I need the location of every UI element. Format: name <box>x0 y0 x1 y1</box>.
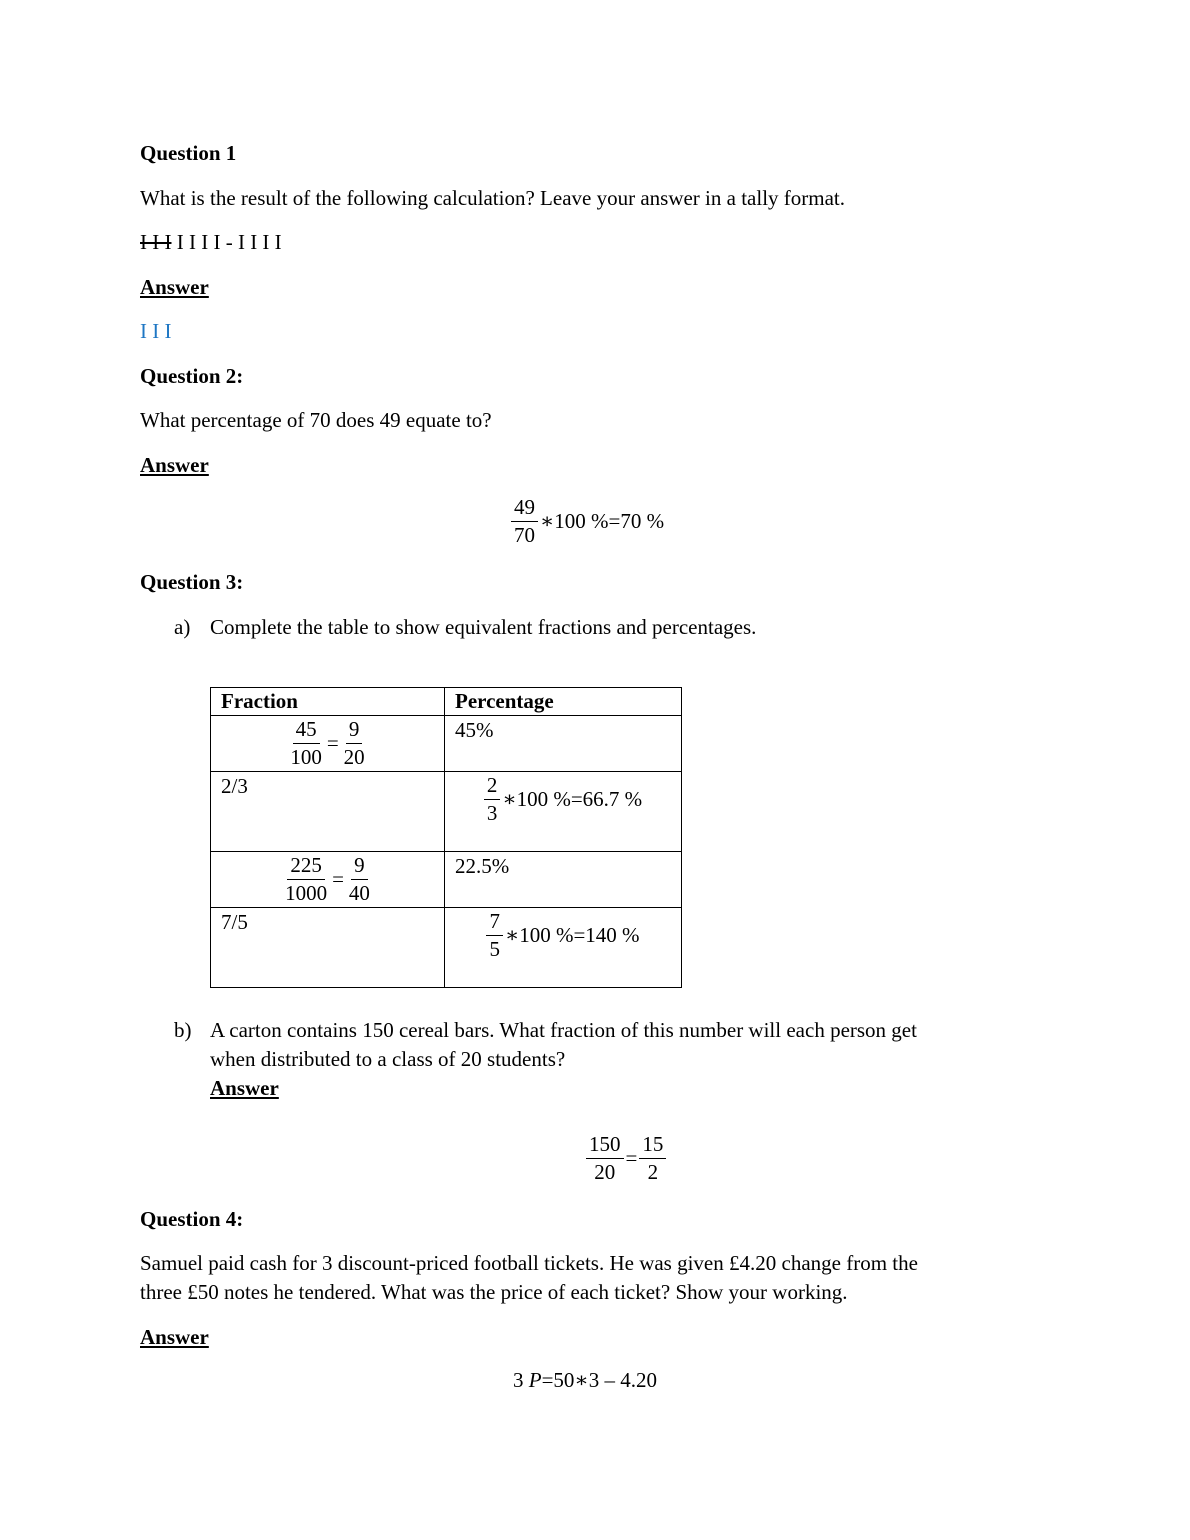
list-marker-a: a) <box>174 615 191 639</box>
fraction <box>486 908 503 963</box>
fraction <box>282 852 330 907</box>
equation-rest: ∗100 %=70 % <box>540 509 665 533</box>
numerator: 15 <box>639 1131 666 1159</box>
denominator: 40 <box>348 881 370 905</box>
equation-coefficient: 3 <box>513 1368 524 1392</box>
denominator: 70 <box>514 523 535 547</box>
denominator: 100 <box>290 745 322 769</box>
fraction-equation <box>221 852 434 907</box>
cell-percentage <box>445 772 682 852</box>
denominator: 20 <box>594 1160 616 1184</box>
fraction <box>586 1131 624 1186</box>
equation-q4 <box>513 1366 657 1395</box>
tally-struck: I I I <box>140 230 172 254</box>
numerator: 2 <box>484 772 501 800</box>
answer-label-q3b: Answer <box>210 1076 279 1100</box>
cell-percentage: 22.5% <box>445 852 682 908</box>
percentage-equation <box>455 772 671 827</box>
equation-rest: ∗100 %=140 % <box>504 923 640 947</box>
fraction <box>287 716 325 771</box>
header-fraction: Fraction <box>211 688 445 716</box>
equals-sign: = <box>326 731 339 755</box>
denominator: 3 <box>486 801 498 825</box>
equals-sign: = <box>332 867 344 891</box>
denominator: 20 <box>343 745 365 769</box>
equals-sign: = <box>625 1146 638 1170</box>
fraction <box>341 716 368 771</box>
question-4-text-line-1: Samuel paid cash for 3 discount-priced football tickets. He was given £4.20 change from the <box>140 1251 918 1275</box>
numerator: 49 <box>511 494 538 522</box>
tally-expression <box>140 228 282 257</box>
question-2-heading: Question 2: <box>140 364 244 388</box>
equation-rest: ∗100 %=66.7 % <box>502 787 643 811</box>
question-3-heading: Question 3: <box>140 570 244 594</box>
table-row <box>211 908 682 988</box>
question-1-heading: Question 1 <box>140 141 237 165</box>
fraction <box>639 1131 666 1186</box>
table-header-row <box>211 688 682 716</box>
cell-fraction: 2/3 <box>211 772 445 852</box>
question-3b-text-line-2: when distributed to a class of 20 students? <box>210 1047 566 1071</box>
denominator: 2 <box>647 1160 659 1184</box>
numerator: 7 <box>486 908 503 936</box>
fraction <box>346 852 373 907</box>
list-marker-b: b) <box>174 1018 192 1042</box>
question-4-text-line-2: three £50 notes he tendered. What was the price of each ticket? Show your working. <box>140 1280 848 1304</box>
equation-q3b <box>585 1131 667 1186</box>
percentage-equation <box>455 908 671 963</box>
fraction-equation <box>221 716 434 771</box>
fraction <box>484 772 501 827</box>
answer-label-q4: Answer <box>140 1325 209 1349</box>
question-3b-text-line-1: A carton contains 150 cereal bars. What fraction of this number will each person get <box>210 1018 917 1042</box>
fractions-table <box>210 687 682 988</box>
question-3a-text: Complete the table to show equivalent fractions and percentages. <box>210 615 757 639</box>
header-percentage: Percentage <box>445 688 682 716</box>
question-2-text: What percentage of 70 does 49 equate to? <box>140 408 492 432</box>
table-row <box>211 772 682 852</box>
numerator: 45 <box>293 716 320 744</box>
cell-fraction <box>211 716 445 772</box>
answer-q1: I I I <box>140 319 172 343</box>
cell-fraction: 7/5 <box>211 908 445 988</box>
numerator: 150 <box>586 1131 624 1159</box>
equation-q2 <box>510 494 665 549</box>
table-row <box>211 852 682 908</box>
question-4-heading: Question 4: <box>140 1207 244 1231</box>
equation-variable: P <box>528 1368 542 1392</box>
answer-label-q1: Answer <box>140 275 209 299</box>
numerator: 9 <box>346 716 363 744</box>
fraction <box>511 494 538 549</box>
numerator: 9 <box>351 852 368 880</box>
cell-percentage: 45% <box>445 716 682 772</box>
cell-percentage <box>445 908 682 988</box>
tally-rest: I I I I - I I I I <box>171 230 282 254</box>
equation-rest: =50∗3 – 4.20 <box>541 1368 657 1392</box>
denominator: 5 <box>489 937 500 961</box>
question-1-text: What is the result of the following calculation? Leave your answer in a tally format. <box>140 186 846 210</box>
numerator: 225 <box>287 852 325 880</box>
cell-fraction <box>211 852 445 908</box>
table-row <box>211 716 682 772</box>
answer-label-q2: Answer <box>140 453 209 477</box>
denominator: 1000 <box>285 881 328 905</box>
